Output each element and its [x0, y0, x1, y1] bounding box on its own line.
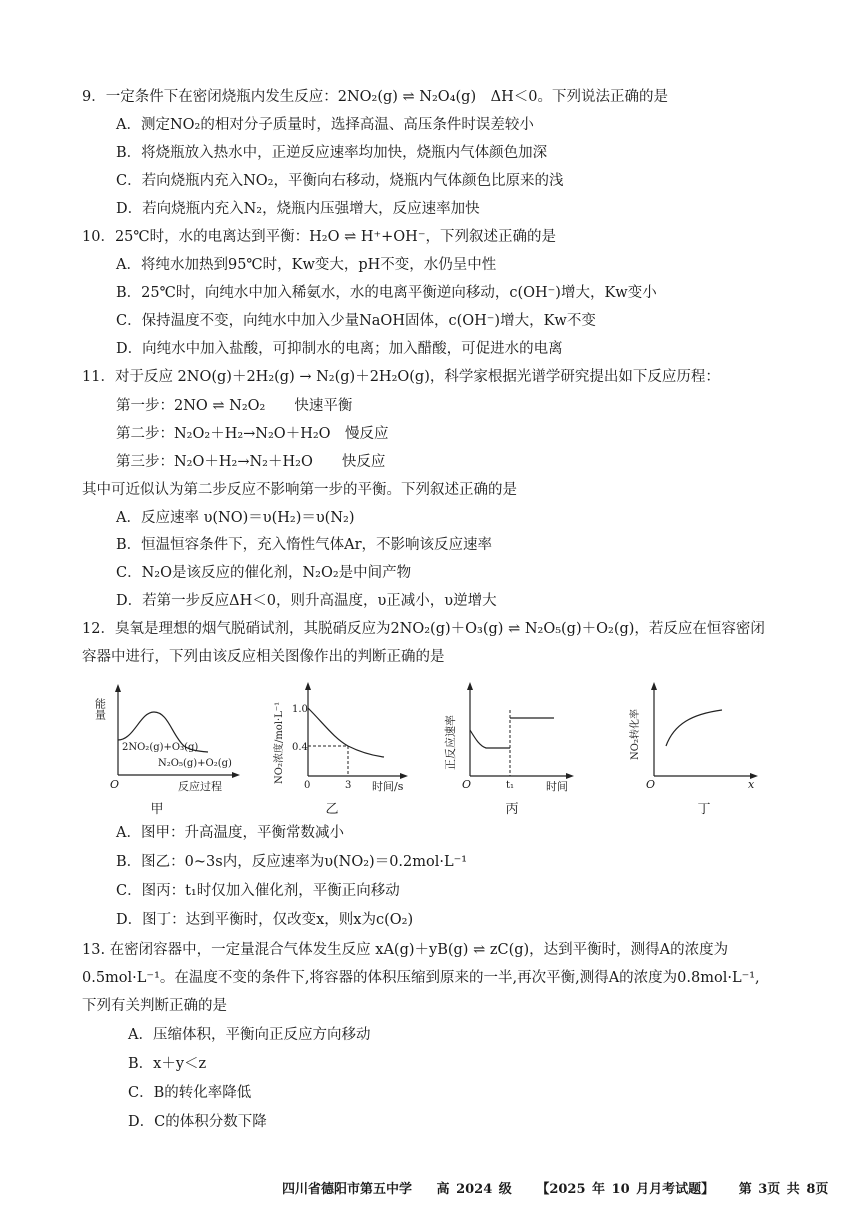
- q13-stem-line1: 13. 在密闭容器中，一定量混合气体发生反应 xA(g)＋yB(g) ⇌ zC(g)，达到平衡时，测得A的浓度为: [82, 942, 729, 958]
- q9-option-b: B．将烧瓶放入热水中，正逆反应速率均加快，烧瓶内气体颜色加深: [116, 145, 548, 161]
- q12-stem-line2: 容器中进行，下列由该反应相关图像作出的判断正确的是: [82, 649, 445, 665]
- caption-bing: 丙: [505, 802, 519, 817]
- q10-option-a: A．将纯水加热到95℃时，Kw变大，pH不变，水仍呈中性: [116, 257, 497, 273]
- q10-option-d: D．向纯水中加入盐酸，可抑制水的电离；加入醋酸，可促进水的电离: [116, 341, 563, 357]
- q12-option-a: A．图甲：升高温度，平衡常数减小: [116, 825, 344, 841]
- caption-jia: 甲: [150, 802, 164, 817]
- yi-tick-x3: 3: [345, 780, 352, 791]
- conversion-curve: [666, 710, 722, 746]
- q9-option-d: D．若向烧瓶内充入N₂，烧瓶内压强增大，反应速率加快: [116, 201, 480, 217]
- yi-xlabel: 时间/s: [372, 780, 404, 793]
- footer-grade: 高 2024 级: [436, 1182, 512, 1197]
- bing-tick-t1: t₁: [506, 780, 515, 791]
- q13-option-b: B．x＋y＜z: [128, 1056, 207, 1072]
- page-footer: [282, 1178, 846, 1197]
- q11-step-3: 第三步：N₂O＋H₂→N₂＋H₂O 快反应: [116, 454, 386, 470]
- concentration-curve: [308, 708, 384, 757]
- bing-ylabel: 正反应速率: [444, 715, 457, 770]
- q13-stem-line3: 下列有关判断正确的是: [82, 998, 227, 1014]
- footer-school: 四川省德阳市第五中学: [282, 1182, 413, 1197]
- q11-step-1: 第一步：2NO ⇌ N₂O₂ 快速平衡: [116, 398, 353, 414]
- q12-option-d: D．图丁：达到平衡时，仅改变x，则x为c(O₂): [116, 912, 414, 928]
- q11-option-d: D．若第一步反应ΔH＜0，则升高温度，υ正减小，υ逆增大: [116, 593, 497, 609]
- q12-option-b: B．图乙：0~3s内，反应速率为υ(NO₂)＝0.2mol·L⁻¹: [116, 854, 468, 870]
- q11-continuation: 其中可近似认为第二步反应不影响第一步的平衡。下列叙述正确的是: [82, 482, 517, 498]
- q12-option-c: C．图丙：t₁时仅加入催化剂，平衡正向移动: [116, 883, 400, 899]
- figure-yi: [272, 680, 412, 795]
- ding-ylabel: NO₂转化率: [630, 709, 641, 760]
- q10-stem: 10．25℃时，水的电离达到平衡：H₂O ⇌ H⁺+OH⁻，下列叙述正确的是: [82, 229, 556, 245]
- ding-origin: O: [646, 778, 656, 791]
- caption-ding: 丁: [697, 802, 711, 817]
- q11-option-c: C．N₂O是该反应的催化剂，N₂O₂是中间产物: [116, 565, 412, 581]
- q13-option-a: A．压缩体积，平衡向正反应方向移动: [128, 1027, 371, 1043]
- q13-option-d: D．C的体积分数下降: [128, 1114, 267, 1130]
- jia-ylabel: 能量: [93, 698, 107, 720]
- figure-ding-svg: [626, 680, 766, 795]
- jia-xlabel: 反应过程: [178, 780, 222, 793]
- q9-option-c: C．若向烧瓶内充入NO₂，平衡向右移动，烧瓶内气体颜色比原来的浅: [116, 173, 564, 189]
- rate-curve-before: [470, 730, 510, 748]
- yi-tick-04: 0.4: [292, 742, 308, 753]
- figure-yi-svg: [272, 680, 412, 795]
- q13-option-c: C．B的转化率降低: [128, 1085, 252, 1101]
- footer-exam: 【2025 年 10 月月考试题】: [536, 1182, 715, 1197]
- figure-bing-svg: [444, 680, 578, 795]
- q12-stem-line1: 12．臭氧是理想的烟气脱硝试剂，其脱硝反应为2NO₂(g)＋O₃(g) ⇌ N₂O₅(g)＋O₂(g)，若反应在恒容密闭: [82, 621, 765, 637]
- figure-jia-svg: [93, 680, 246, 795]
- yi-ylabel: NO₂浓度/mol·L⁻¹: [274, 701, 285, 784]
- q11-option-b: B．恒温恒容条件下，充入惰性气体Ar，不影响该反应速率: [116, 537, 493, 553]
- figure-bing: [444, 680, 578, 795]
- bing-origin: O: [462, 778, 472, 791]
- bing-xlabel: 时间: [546, 780, 568, 793]
- figure-ding: [626, 680, 766, 795]
- jia-reactant-label: 2NO₂(g)+O₃(g): [122, 742, 199, 753]
- figure-jia: [93, 680, 246, 795]
- jia-product-label: N₂O₅(g)+O₂(g): [158, 758, 232, 769]
- q13-stem-line2: 0.5mol·L⁻¹。在温度不变的条件下,将容器的体积压缩到原来的一半,再次平衡,测得A的浓度为0.8mol·L⁻¹,: [82, 970, 760, 986]
- q11-option-a: A．反应速率 υ(NO)＝υ(H₂)＝υ(N₂): [116, 510, 355, 526]
- q9-stem: 9．一定条件下在密闭烧瓶内发生反应：2NO₂(g) ⇌ N₂O₄(g) ΔH＜0。下列说法正确的是: [82, 89, 668, 105]
- q9-option-a: A．测定NO₂的相对分子质量时，选择高温、高压条件时误差较小: [116, 117, 534, 133]
- q11-step-2: 第二步：N₂O₂＋H₂→N₂O＋H₂O 慢反应: [116, 426, 389, 442]
- footer-page-number: 第 3页 共 8页: [738, 1182, 829, 1197]
- caption-yi: 乙: [325, 802, 339, 817]
- q11-stem: 11．对于反应 2NO(g)＋2H₂(g) → N₂(g)＋2H₂O(g)，科学家根据光谱学研究提出如下反应历程：: [82, 369, 720, 385]
- q10-option-b: B．25℃时，向纯水中加入稀氨水，水的电离平衡逆向移动，c(OH⁻)增大，Kw变小: [116, 285, 657, 301]
- yi-tick-x0: 0: [304, 780, 311, 791]
- jia-origin: O: [110, 778, 120, 791]
- q10-option-c: C．保持温度不变，向纯水中加入少量NaOH固体，c(OH⁻)增大，Kw不变: [116, 313, 596, 329]
- ding-xlabel: x: [748, 778, 755, 791]
- yi-tick-1: 1.0: [292, 704, 308, 715]
